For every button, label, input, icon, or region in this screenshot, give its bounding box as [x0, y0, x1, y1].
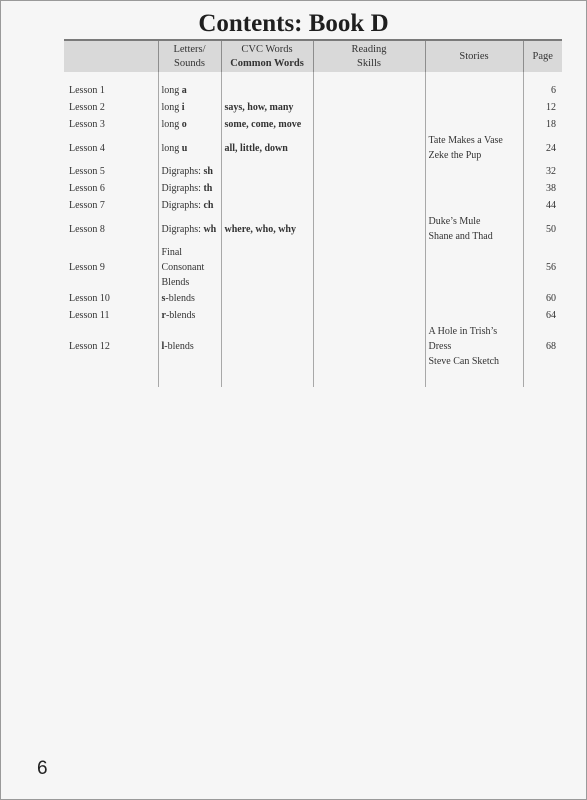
stories-cell [425, 133, 523, 163]
stories-cell [425, 180, 523, 197]
table-row [64, 99, 562, 116]
lesson-cell [64, 180, 158, 197]
reading-skills-cell [313, 163, 425, 180]
spacer-cell [425, 72, 523, 82]
spacer-cell [221, 72, 313, 82]
page-cell [523, 99, 562, 116]
stories-cell [425, 324, 523, 369]
common-words-cell [221, 82, 313, 99]
sounds-cell [158, 307, 221, 324]
common-words-cell [221, 214, 313, 244]
sound-bold: th [203, 183, 213, 194]
sound-text: long [161, 85, 180, 96]
page-cell [523, 133, 562, 163]
sounds-cell [158, 82, 221, 99]
header-reading-skills [313, 40, 425, 72]
table-row [64, 324, 562, 369]
spacer-cell [313, 72, 425, 82]
lesson-label: Lesson 2 [69, 102, 105, 113]
lesson-cell [64, 133, 158, 163]
common-words: where, who, why [224, 223, 296, 235]
table-row [64, 180, 562, 197]
header-letters-line1: Letters/ [173, 43, 206, 55]
lesson-page: 50 [546, 223, 556, 235]
page-cell [523, 180, 562, 197]
sounds-cell [158, 116, 221, 133]
bottom-row [64, 369, 562, 387]
lesson-label: Lesson 11 [69, 310, 110, 321]
sound-text: long [161, 102, 180, 113]
bottom-cell [313, 369, 425, 387]
story-title: Duke’s Mule [428, 216, 481, 227]
bottom-cell [158, 369, 221, 387]
sound-line: Blends [161, 276, 190, 288]
story-title: Tate Makes a Vase [428, 135, 503, 146]
page-cell [523, 82, 562, 99]
page-cell [523, 244, 562, 290]
header-page: Page [523, 40, 562, 72]
sounds-cell [158, 133, 221, 163]
header-letters-line2: Sounds [174, 57, 205, 69]
sound-bold: a [181, 85, 187, 96]
lesson-label: Lesson 1 [69, 85, 105, 96]
sound-bold: r [161, 310, 166, 321]
lesson-page: 12 [546, 102, 556, 113]
common-words-cell [221, 99, 313, 116]
table-row [64, 197, 562, 214]
lesson-page: 6 [551, 85, 556, 96]
lesson-cell [64, 116, 158, 133]
lesson-cell [64, 82, 158, 99]
story-title: Zeke the Pup [428, 150, 482, 161]
stories-cell [425, 82, 523, 99]
header-cvc-line1: CVC Words [241, 43, 293, 55]
sound-bold: u [181, 142, 188, 154]
lesson-page: 38 [546, 183, 556, 194]
sound-text: -blends [164, 341, 194, 352]
lesson-page: 44 [546, 200, 556, 211]
lesson-label: Lesson 8 [69, 223, 105, 235]
common-words: some, come, move [224, 119, 302, 130]
sound-text: Digraphs: [161, 200, 201, 211]
reading-skills-cell [313, 290, 425, 307]
sound-bold: o [181, 119, 187, 130]
header-cvc-line2: Common Words [230, 57, 304, 69]
lesson-page: 56 [546, 261, 556, 273]
lesson-label: Lesson 5 [69, 166, 105, 177]
common-words-cell [221, 324, 313, 369]
header-letters-sounds [158, 40, 221, 72]
sound-bold: sh [203, 166, 213, 177]
reading-skills-cell [313, 116, 425, 133]
sound-bold: l [161, 341, 165, 352]
lesson-cell [64, 214, 158, 244]
lesson-label: Lesson 12 [69, 341, 110, 352]
story-title: Shane and Thad [428, 231, 493, 242]
lesson-cell [64, 324, 158, 369]
reading-skills-cell [313, 82, 425, 99]
reading-skills-cell [313, 99, 425, 116]
stories-cell [425, 116, 523, 133]
sounds-cell [158, 197, 221, 214]
table-row [64, 307, 562, 324]
page-cell [523, 116, 562, 133]
page-cell [523, 214, 562, 244]
page-cell [523, 324, 562, 369]
bottom-cell [425, 369, 523, 387]
stories-cell [425, 163, 523, 180]
lesson-page: 18 [546, 119, 556, 130]
table-row [64, 290, 562, 307]
lesson-cell [64, 99, 158, 116]
common-words-cell [221, 290, 313, 307]
sounds-cell [158, 290, 221, 307]
header-reading-line1: Reading [351, 43, 387, 55]
sounds-cell [158, 244, 221, 290]
sounds-cell [158, 180, 221, 197]
common-words: all, little, down [224, 142, 288, 154]
contents-table [64, 39, 562, 387]
bottom-cell [221, 369, 313, 387]
reading-skills-cell [313, 133, 425, 163]
sound-line: Final [161, 246, 183, 258]
page-cell [523, 290, 562, 307]
table-row [64, 82, 562, 99]
lesson-page: 68 [546, 341, 556, 352]
contents-body [64, 72, 562, 387]
sound-text: Digraphs: [161, 223, 201, 235]
reading-skills-cell [313, 244, 425, 290]
header-lesson [64, 40, 158, 72]
story-title: Steve Can Sketch [428, 356, 500, 367]
header-row [64, 40, 562, 72]
sounds-cell [158, 214, 221, 244]
sound-line: Consonant [161, 261, 205, 273]
sound-text: long [161, 119, 180, 130]
common-words-cell [221, 244, 313, 290]
lesson-label: Lesson 7 [69, 200, 105, 211]
lesson-label: Lesson 3 [69, 119, 105, 130]
common-words-cell [221, 197, 313, 214]
lesson-label: Lesson 4 [69, 142, 105, 154]
lesson-cell [64, 163, 158, 180]
sounds-cell [158, 163, 221, 180]
sound-text: -blends [165, 310, 196, 321]
sound-text: -blends [165, 293, 195, 304]
common-words-cell [221, 116, 313, 133]
lesson-page: 24 [546, 142, 556, 154]
lesson-page: 32 [546, 166, 556, 177]
stories-cell [425, 197, 523, 214]
table-row [64, 116, 562, 133]
story-title: A Hole in Trish’s Dress [428, 326, 498, 352]
common-words-cell [221, 133, 313, 163]
page-number: 6 [37, 758, 48, 779]
reading-skills-cell [313, 324, 425, 369]
table-row [64, 244, 562, 290]
lesson-cell [64, 197, 158, 214]
header-stories: Stories [425, 40, 523, 72]
table-row [64, 214, 562, 244]
stories-cell [425, 214, 523, 244]
page-cell [523, 163, 562, 180]
lesson-page: 64 [546, 310, 556, 321]
reading-skills-cell [313, 307, 425, 324]
stories-cell [425, 99, 523, 116]
page-cell [523, 307, 562, 324]
sound-text: Digraphs: [161, 183, 201, 194]
reading-skills-cell [313, 214, 425, 244]
reading-skills-cell [313, 197, 425, 214]
common-words-cell [221, 180, 313, 197]
sounds-cell [158, 99, 221, 116]
page-title: Contents: Book D [198, 10, 389, 37]
header-cvc-common [221, 40, 313, 72]
spacer-row [64, 72, 562, 82]
sounds-cell [158, 324, 221, 369]
common-words: says, how, many [224, 102, 294, 113]
sound-bold: s [161, 293, 166, 304]
header-reading-line2: Skills [357, 57, 381, 69]
bottom-cell [64, 369, 158, 387]
lesson-label: Lesson 9 [69, 261, 105, 273]
spacer-cell [64, 72, 158, 82]
common-words-cell [221, 163, 313, 180]
sound-bold: ch [203, 200, 214, 211]
lesson-page: 60 [546, 293, 556, 304]
sound-text: long [161, 142, 180, 154]
lesson-label: Lesson 10 [69, 293, 110, 304]
reading-skills-cell [313, 180, 425, 197]
table-row [64, 133, 562, 163]
lesson-cell [64, 244, 158, 290]
sound-bold: wh [203, 223, 217, 235]
lesson-label: Lesson 6 [69, 183, 105, 194]
page-cell [523, 197, 562, 214]
sound-text: Digraphs: [161, 166, 201, 177]
common-words-cell [221, 307, 313, 324]
lesson-cell [64, 307, 158, 324]
table-row [64, 163, 562, 180]
spacer-cell [158, 72, 221, 82]
sound-bold: i [181, 102, 185, 113]
stories-cell [425, 307, 523, 324]
stories-cell [425, 290, 523, 307]
stories-cell [425, 244, 523, 290]
bottom-cell [523, 369, 562, 387]
lesson-cell [64, 290, 158, 307]
spacer-cell [523, 72, 562, 82]
